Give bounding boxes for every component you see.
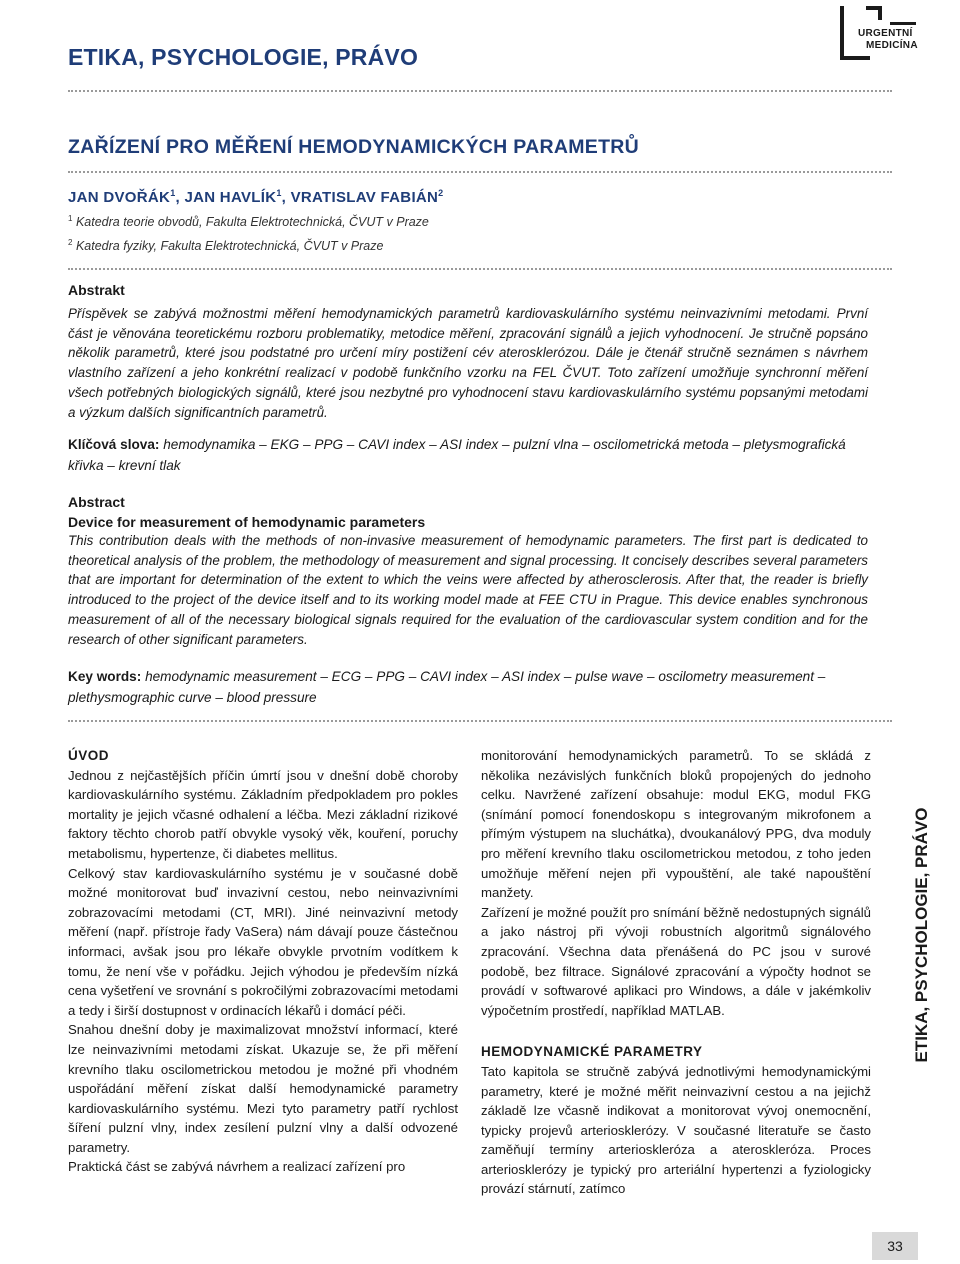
author: VRATISLAV FABIÁN bbox=[290, 189, 439, 206]
page-number: 33 bbox=[872, 1232, 918, 1260]
aff-num: 1 bbox=[68, 214, 73, 223]
body-paragraph: Praktická část se zabývá návrhem a realizací zařízení pro bbox=[68, 1159, 406, 1175]
keywords-cz-text: hemodynamika – EKG – PPG – CAVI index – ASI index – pulzní vlna – oscilometrická metoda – pletysmografická křivka – krevní tlak bbox=[68, 437, 846, 473]
abstract-cz-text: Příspěvek se zabývá možnostmi měření hemodynamických parametrů kardiovaskulárního systému neinvazivními metodami. První část je věnována teoretickému rozboru problematiky, metodice měření, zpracování signálů a jejich vyhodnocení. Je stručně popsáno několik parametrů, které jsou podstatné pro určení míry postižení cév aterosklerózou. Dále je čtenář stručně seznámen s návrhem vlastního zařízení a jeho konkrétní realizací v podobě funkčního vzorku na FEL ČVUT. Toto zařízení umožňuje synchronní měření všech potřebných biologických signálů, které jsou nezbytné pro vyhodnocení stavu kardiovaskulárního systému popsanými metodami a výzkum dalších significantních parametrů. bbox=[68, 306, 868, 420]
logo-line-1: URGENTNÍ bbox=[858, 28, 913, 39]
abstract-en-title: Device for measurement of hemodynamic parameters bbox=[68, 514, 426, 530]
section-heading-uvod: ÚVOD bbox=[68, 748, 110, 763]
body-paragraph: monitorování hemodynamických parametrů. To se skládá z několika nezávislých funkčních bloků propojených do jednoho celku. Navržené zařízení obsahuje: modul EKG, modul FKG (snímání pomocí fonendoskopu s integrovaným mikrofonem a přímým výstupem na sluchátka), dvoukanálový PPG, dva moduly pro měření krevního tlaku oscilometrickou metodou, z toho jeden umožňuje měření nejen při vypouštění, ale také napouštění manžety. bbox=[481, 748, 871, 901]
author-sup: 1 bbox=[170, 188, 176, 198]
abstract-en-heading: Abstract bbox=[68, 494, 125, 510]
authors: JAN DVOŘÁK$^1$, JAN HAVLÍK$^1$, VRATISLAV FABIÁN$^2$ bbox=[68, 188, 444, 206]
logo-line-2: MEDICÍNA bbox=[866, 40, 918, 51]
body-paragraph: Jednou z nejčastějších příčin úmrtí jsou v dnešní době choroby kardiovaskulárního systému. Základním předpokladem pro pokles mortality je jejich včasné odhalení a léčba. Mezi základní rizikové faktory těchto chorob patří obvykle vysoký věk, kouření, poruchy metabolismu, hypertenze, či diabetes mellitus. bbox=[68, 767, 458, 861]
divider bbox=[68, 268, 892, 270]
body-paragraph: Zařízení je možné použít pro snímání běžně nedostupných signálů a jako nástroj při vývoji robustních algoritmů signálového zpracování. Všechna data přenášená do PC jsou v surové podobě, bez filtrace. Signálové zpracování a výpočty hodnot se provádí v softwarové aplikaci pro Windows, a dále v jakémkoliv výpočetním prostředí, například MATLAB. bbox=[481, 904, 871, 1018]
affiliation-1 bbox=[68, 214, 429, 229]
keywords-cz bbox=[68, 434, 868, 476]
body-paragraph: Tato kapitola se stručně zabývá jednotlivými hemodynamickými parametry, které je možné měřit neinvazivní cestou a na jejichž základě lze včasně indikovat a monitorovat vývoj onemocnění, typicky projevů arteriosklerózy. V současné literatuře se často zaměňují termíny arterioskleróza a ateroskleróza. Proces arteriosklerózy je typický pro arteriální hypertenzi a fyziologicky provází stárnutí, zatímco bbox=[481, 1063, 871, 1197]
keywords-en-text: hemodynamic measurement – ECG – PPG – CAVI index – ASI index – pulse wave – oscilometry measurement – plethysmographic curve – blood pressure bbox=[68, 669, 826, 705]
aff-text: Katedra fyziky, Fakulta Elektrotechnická, ČVUT v Praze bbox=[75, 239, 384, 254]
author: JAN DVOŘÁK bbox=[68, 189, 171, 206]
aff-text: Katedra teorie obvodů, Fakulta Elektrotechnická, ČVUT v Praze bbox=[75, 215, 429, 230]
author: JAN HAVLÍK bbox=[184, 189, 277, 206]
abstract-en-text: This contribution deals with the methods of non-invasive measurement of hemodynamic parameters. The first part is dedicated to theoretical analysis of the problem, the methodology of measurement and signal processing. It concisely describes several parameters that are important for determination of the extent to which the veins were affected by atherosclerosis. After that, the reader is briefly introduced to the project of the device itself and to its working model made at FEE CTU in Prague. This device enables synchronous measurement of all of the necessary biological signals required for the evaluation of the cardiovascular system condition and for the research of other significant parameters. bbox=[68, 533, 868, 647]
body-paragraph: Celkový stav kardiovaskulárního systému je v současné době možné monitorovat buď invazivní cestou, nebo neinvazivními zobrazovacími metodami (CT, MRI). Jiné neinvazivní metody měření (např. přístroje řady VaSera) nám dávají pouze částečnou informaci, avšak jsou pro lékaře obvykle prvotním vodítkem k tomu, že není vše v pořádku. Jejich výhodou je především nízká cena vyšetření ve srovnání s pokročilými zobrazovacími metodami a tedy i širší dostupnost v ordinacích lékařů i domácí péči. bbox=[68, 865, 458, 1018]
body-paragraph: Snahou dnešní doby je maximalizovat množství informací, které lze neinvazivními metodami získat. Ukazuje se, že při měření krevního tlaku oscilometrickou metodou je možné při vhodném uspořádání měření získat další hemodynamické parametry kardiovaskulárního systému. Mezi tyto parametry patří rychlost šíření pulzní vlny, index zesílení pulzní vlny a další odvozené parametry. bbox=[68, 1022, 458, 1155]
column-left bbox=[68, 746, 458, 1177]
aff-num: 2 bbox=[68, 238, 73, 247]
abstract-cz-heading: Abstrakt bbox=[68, 282, 125, 298]
divider bbox=[68, 720, 892, 722]
divider bbox=[68, 171, 892, 173]
keywords-en bbox=[68, 666, 868, 708]
journal-logo bbox=[838, 6, 948, 62]
keywords-en-label: Key words: bbox=[68, 669, 142, 684]
author-sup: 2 bbox=[438, 188, 444, 198]
side-section-tab bbox=[907, 807, 937, 1063]
author-sup: 1 bbox=[276, 188, 282, 198]
column-right bbox=[481, 746, 871, 1199]
section-heading-hemodynamic: HEMODYNAMICKÉ PARAMETRY bbox=[481, 1044, 703, 1060]
divider bbox=[68, 90, 892, 92]
article-title: ZAŘÍZENÍ PRO MĚŘENÍ HEMODYNAMICKÝCH PARAMETRŮ bbox=[68, 136, 640, 158]
affiliation-2 bbox=[68, 238, 383, 253]
section-title: ETIKA, PSYCHOLOGIE, PRÁVO bbox=[68, 44, 419, 70]
side-section-label: ETIKA, PSYCHOLOGIE, PRÁVO bbox=[912, 807, 931, 1063]
keywords-cz-label: Klíčová slova: bbox=[68, 437, 160, 452]
